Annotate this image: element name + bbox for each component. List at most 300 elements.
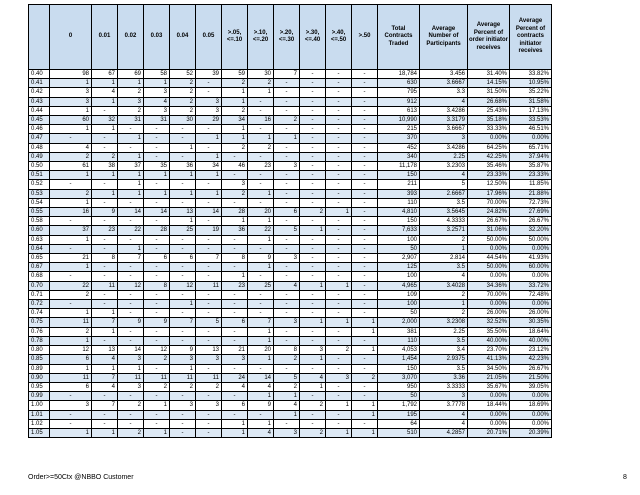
table-cell: 2: [300, 428, 326, 437]
table-cell: 2: [222, 79, 248, 88]
table-row: [29, 327, 552, 336]
table-cell: 31.40%: [468, 70, 510, 79]
table-cell: -: [248, 171, 274, 180]
table-cell: 18,784: [378, 70, 420, 79]
table-cell: -: [196, 272, 222, 281]
table-cell: -: [326, 106, 352, 115]
table-cell: -: [170, 152, 196, 161]
column-header: Average Number of Participants: [420, 5, 468, 70]
table-cell: -: [170, 309, 196, 318]
table-cell: 1: [144, 401, 170, 410]
table-cell: -: [352, 244, 378, 253]
table-cell: -: [352, 336, 378, 345]
table-cell: 2: [300, 208, 326, 217]
table-cell: 60.00%: [510, 263, 552, 272]
table-cell: 34: [222, 116, 248, 125]
table-row: [29, 364, 552, 373]
table-cell: 64: [378, 419, 420, 428]
table-row: [29, 263, 552, 272]
table-cell: 3: [118, 97, 144, 106]
table-cell: 1: [92, 79, 118, 88]
table-cell: -: [352, 419, 378, 428]
table-row: [29, 208, 552, 217]
table-cell: 46: [222, 162, 248, 171]
table-cell: 0.47: [29, 134, 50, 143]
column-header: 0.01: [92, 5, 118, 70]
table-cell: -: [300, 116, 326, 125]
table-cell: 3.5: [420, 198, 468, 207]
table-cell: 3: [274, 318, 300, 327]
table-cell: -: [300, 254, 326, 263]
table-cell: -: [274, 235, 300, 244]
table-cell: 3: [274, 428, 300, 437]
table-cell: 1: [50, 125, 92, 134]
table-cell: -: [248, 364, 274, 373]
table-cell: 3: [300, 346, 326, 355]
table-cell: 0.00%: [510, 419, 552, 428]
table-cell: -: [300, 235, 326, 244]
table-cell: 1: [300, 281, 326, 290]
table-cell: -: [248, 410, 274, 419]
table-cell: 2: [170, 88, 196, 97]
table-cell: -: [144, 134, 170, 143]
table-cell: 1: [352, 410, 378, 419]
table-cell: -: [326, 410, 352, 419]
table-cell: 1: [248, 392, 274, 401]
table-cell: -: [144, 290, 170, 299]
table-cell: 215: [378, 125, 420, 134]
table-cell: -: [352, 290, 378, 299]
table-cell: 36: [170, 162, 196, 171]
table-cell: 7: [118, 254, 144, 263]
table-cell: -: [326, 382, 352, 391]
table-cell: 22: [50, 281, 92, 290]
table-row: [29, 346, 552, 355]
table-cell: 0.58: [29, 217, 50, 226]
table-cell: 3: [118, 355, 144, 364]
table-cell: 2: [118, 401, 144, 410]
table-cell: -: [170, 134, 196, 143]
table-cell: -: [170, 419, 196, 428]
table-cell: 150: [378, 217, 420, 226]
table-cell: 2: [170, 382, 196, 391]
table-cell: 2: [170, 97, 196, 106]
table-cell: 20.39%: [510, 428, 552, 437]
table-cell: -: [300, 327, 326, 336]
table-cell: 0.85: [29, 355, 50, 364]
table-cell: 1: [352, 428, 378, 437]
table-cell: 2: [248, 79, 274, 88]
table-cell: 4: [420, 97, 468, 106]
table-cell: 4: [248, 428, 274, 437]
table-cell: 0.65: [29, 254, 50, 263]
table-cell: -: [118, 410, 144, 419]
table-row: [29, 410, 552, 419]
table-row: [29, 198, 552, 207]
table-cell: -: [144, 272, 170, 281]
table-cell: 9: [248, 254, 274, 263]
table-cell: 2: [118, 428, 144, 437]
table-cell: 6: [222, 318, 248, 327]
table-cell: 0.48: [29, 143, 50, 152]
table-cell: 3: [50, 88, 92, 97]
table-row: [29, 318, 552, 327]
table-cell: 1: [92, 428, 118, 437]
table-cell: 5: [420, 180, 468, 189]
table-cell: 1: [118, 152, 144, 161]
table-cell: 1: [50, 79, 92, 88]
table-cell: -: [92, 263, 118, 272]
table-cell: 21.50%: [510, 373, 552, 382]
table-cell: 1: [352, 327, 378, 336]
table-cell: 11: [196, 281, 222, 290]
table-cell: -: [196, 235, 222, 244]
table-cell: 8: [92, 254, 118, 263]
table-cell: 3: [144, 88, 170, 97]
table-cell: 100: [378, 272, 420, 281]
table-cell: 2: [50, 327, 92, 336]
table-cell: -: [326, 244, 352, 253]
table-cell: -: [300, 162, 326, 171]
table-cell: 2: [222, 189, 248, 198]
table-cell: -: [196, 180, 222, 189]
table-cell: -: [118, 263, 144, 272]
table-cell: -: [118, 336, 144, 345]
table-cell: 4: [420, 419, 468, 428]
table-cell: 3: [196, 97, 222, 106]
table-cell: 2.6667: [420, 189, 468, 198]
table-cell: 38: [92, 162, 118, 171]
table-cell: 1: [222, 134, 248, 143]
table-cell: 2: [420, 290, 468, 299]
table-cell: 42.23%: [510, 355, 552, 364]
table-cell: 25: [248, 281, 274, 290]
table-cell: -: [92, 134, 118, 143]
table-cell: -: [352, 217, 378, 226]
table-cell: -: [352, 281, 378, 290]
table-cell: 11,178: [378, 162, 420, 171]
table-cell: 22: [248, 226, 274, 235]
table-cell: -: [248, 106, 274, 115]
table-cell: 1: [170, 300, 196, 309]
table-cell: 1: [222, 125, 248, 134]
table-cell: 0.80: [29, 346, 50, 355]
table-cell: 0.00%: [510, 272, 552, 281]
table-row: [29, 428, 552, 437]
table-cell: 1: [196, 152, 222, 161]
table-cell: -: [222, 300, 248, 309]
table-cell: -: [300, 171, 326, 180]
table-cell: 4: [420, 410, 468, 419]
table-cell: -: [222, 392, 248, 401]
table-cell: -: [92, 272, 118, 281]
table-row: [29, 373, 552, 382]
table-cell: 20: [248, 208, 274, 217]
table-cell: -: [170, 272, 196, 281]
table-cell: 7: [92, 318, 118, 327]
table-cell: -: [118, 235, 144, 244]
table-cell: 2: [274, 382, 300, 391]
table-cell: 14: [248, 373, 274, 382]
table-cell: 25: [170, 226, 196, 235]
table-cell: 12: [50, 346, 92, 355]
table-cell: -: [170, 198, 196, 207]
table-cell: -: [300, 309, 326, 318]
table-cell: 4: [92, 88, 118, 97]
table-cell: 2: [420, 235, 468, 244]
table-cell: 13: [196, 346, 222, 355]
table-cell: -: [222, 364, 248, 373]
table-cell: 1: [326, 208, 352, 217]
table-cell: -: [50, 300, 92, 309]
column-header: >.50: [352, 5, 378, 70]
table-cell: 1: [92, 189, 118, 198]
table-cell: -: [50, 419, 92, 428]
table-cell: -: [274, 143, 300, 152]
table-cell: 0.64: [29, 244, 50, 253]
table-cell: 61: [50, 162, 92, 171]
table-cell: 35: [144, 162, 170, 171]
table-cell: -: [300, 143, 326, 152]
table-cell: 1: [300, 318, 326, 327]
table-cell: -: [92, 300, 118, 309]
table-cell: 13: [170, 208, 196, 217]
table-cell: -: [248, 198, 274, 207]
table-cell: 4: [420, 171, 468, 180]
table-cell: 1.01: [29, 410, 50, 419]
table-cell: 3.6667: [420, 79, 468, 88]
table-cell: 0.00%: [468, 134, 510, 143]
table-cell: 393: [378, 189, 420, 198]
table-cell: 21.05%: [468, 373, 510, 382]
table-cell: 46.51%: [510, 125, 552, 134]
table-cell: 3.4028: [420, 281, 468, 290]
table-cell: 58: [144, 70, 170, 79]
table-cell: -: [196, 198, 222, 207]
table-cell: 1: [222, 428, 248, 437]
table-cell: -: [118, 143, 144, 152]
table-cell: 0.67: [29, 263, 50, 272]
column-header: Total Contracts Traded: [378, 5, 420, 70]
table-cell: 17.13%: [510, 106, 552, 115]
table-cell: 16: [248, 116, 274, 125]
table-cell: -: [196, 428, 222, 437]
table-cell: -: [248, 309, 274, 318]
table-cell: 1: [222, 419, 248, 428]
table-cell: -: [274, 152, 300, 161]
table-cell: 23: [248, 162, 274, 171]
table-row: [29, 79, 552, 88]
table-cell: 8: [222, 254, 248, 263]
table-cell: -: [92, 336, 118, 345]
table-cell: 1: [248, 327, 274, 336]
table-cell: -: [352, 116, 378, 125]
table-row: [29, 189, 552, 198]
table-cell: 14: [118, 346, 144, 355]
table-cell: -: [196, 88, 222, 97]
table-cell: 4: [248, 382, 274, 391]
table-cell: 33.33%: [468, 125, 510, 134]
table-cell: 20: [248, 346, 274, 355]
header-row: [29, 5, 552, 70]
table-cell: 41.93%: [510, 254, 552, 263]
table-row: [29, 392, 552, 401]
table-cell: 1: [170, 189, 196, 198]
table-cell: 100: [378, 235, 420, 244]
table-cell: -: [326, 290, 352, 299]
table-cell: 0.78: [29, 336, 50, 345]
table-row: [29, 180, 552, 189]
table-cell: 0.00%: [468, 392, 510, 401]
table-cell: -: [170, 336, 196, 345]
table-cell: 20.71%: [468, 428, 510, 437]
table-cell: -: [274, 88, 300, 97]
table-cell: 23.12%: [510, 346, 552, 355]
table-cell: -: [352, 171, 378, 180]
table-cell: 4: [92, 382, 118, 391]
table-cell: 3: [118, 382, 144, 391]
table-cell: 4: [50, 143, 92, 152]
table-cell: 28: [144, 226, 170, 235]
table-cell: 1: [326, 318, 352, 327]
table-cell: 4,053: [378, 346, 420, 355]
table-cell: 23.33%: [510, 171, 552, 180]
table-cell: -: [352, 226, 378, 235]
table-cell: 59: [222, 70, 248, 79]
table-cell: 1: [274, 410, 300, 419]
table-cell: 3.3179: [420, 116, 468, 125]
table-cell: 2: [50, 290, 92, 299]
table-cell: -: [300, 106, 326, 115]
table-cell: 14: [144, 208, 170, 217]
table-cell: 1: [352, 346, 378, 355]
table-cell: 1.02: [29, 419, 50, 428]
table-cell: 12: [118, 281, 144, 290]
table-cell: 3: [326, 373, 352, 382]
table-cell: -: [222, 152, 248, 161]
table-cell: 31: [144, 116, 170, 125]
table-cell: 1: [118, 171, 144, 180]
table-cell: 0.46: [29, 125, 50, 134]
table-cell: -: [50, 217, 92, 226]
table-cell: 1: [248, 235, 274, 244]
table-cell: 0.68: [29, 272, 50, 281]
table-cell: -: [326, 171, 352, 180]
table-cell: -: [170, 125, 196, 134]
table-cell: 3.5: [420, 263, 468, 272]
table-cell: 29: [196, 116, 222, 125]
table-cell: 211: [378, 180, 420, 189]
table-cell: -: [118, 300, 144, 309]
table-cell: -: [326, 336, 352, 345]
column-header: Average Percent of order initiator receives: [468, 5, 510, 70]
table-cell: 4: [222, 382, 248, 391]
table-cell: -: [326, 70, 352, 79]
table-cell: -: [274, 125, 300, 134]
table-cell: 4: [92, 355, 118, 364]
table-cell: -: [92, 290, 118, 299]
table-cell: -: [326, 116, 352, 125]
footer-caption: Order>=50Ctx @NBBO Customer: [28, 474, 134, 481]
table-cell: 35.87%: [510, 162, 552, 171]
table-cell: -: [352, 382, 378, 391]
table-cell: 110: [378, 198, 420, 207]
table-cell: 31: [118, 116, 144, 125]
table-cell: -: [222, 244, 248, 253]
table-cell: 26.67%: [510, 364, 552, 373]
table-cell: 912: [378, 97, 420, 106]
table-cell: 2: [420, 309, 468, 318]
table-cell: -: [326, 198, 352, 207]
table-cell: -: [196, 364, 222, 373]
table-cell: 3.5: [420, 336, 468, 345]
table-cell: -: [274, 189, 300, 198]
table-cell: -: [326, 364, 352, 373]
table-cell: 0.00%: [468, 419, 510, 428]
table-cell: 452: [378, 143, 420, 152]
table-cell: 12.50%: [468, 180, 510, 189]
table-cell: 37: [50, 226, 92, 235]
table-cell: -: [144, 235, 170, 244]
table-cell: 4: [274, 281, 300, 290]
table-cell: 150: [378, 171, 420, 180]
table-row: [29, 281, 552, 290]
table-cell: -: [274, 300, 300, 309]
table-cell: 9: [170, 346, 196, 355]
table-cell: 30.35%: [510, 318, 552, 327]
table-cell: 1: [222, 272, 248, 281]
column-header: >.40, <=.50: [326, 5, 352, 70]
table-cell: -: [222, 263, 248, 272]
table-cell: 2: [50, 189, 92, 198]
table-cell: -: [248, 125, 274, 134]
table-cell: 24: [222, 373, 248, 382]
table-cell: -: [196, 244, 222, 253]
table-cell: 37.94%: [510, 152, 552, 161]
table-cell: 1.05: [29, 428, 50, 437]
table-cell: -: [274, 327, 300, 336]
table-cell: 2.25: [420, 327, 468, 336]
table-cell: 35.50%: [468, 327, 510, 336]
table-cell: 1: [50, 198, 92, 207]
table-cell: 27.69%: [510, 208, 552, 217]
table-cell: 0.63: [29, 235, 50, 244]
table-cell: 1: [92, 309, 118, 318]
table-cell: -: [248, 300, 274, 309]
table-cell: -: [300, 198, 326, 207]
table-cell: 40.00%: [468, 336, 510, 345]
table-cell: 1: [274, 392, 300, 401]
table-cell: -: [196, 419, 222, 428]
table-cell: 110: [378, 336, 420, 345]
table-cell: -: [352, 125, 378, 134]
table-cell: 3.5: [420, 364, 468, 373]
table-cell: -: [352, 189, 378, 198]
table-row: [29, 152, 552, 161]
table-cell: 32.20%: [510, 226, 552, 235]
table-cell: -: [222, 327, 248, 336]
table-cell: -: [352, 272, 378, 281]
table-cell: 1: [92, 327, 118, 336]
table-cell: 1: [50, 263, 92, 272]
table-cell: -: [196, 217, 222, 226]
table-cell: 0.49: [29, 152, 50, 161]
table-cell: 6: [170, 254, 196, 263]
table-cell: -: [274, 244, 300, 253]
table-row: [29, 300, 552, 309]
table-row: [29, 290, 552, 299]
table-cell: 39: [196, 70, 222, 79]
